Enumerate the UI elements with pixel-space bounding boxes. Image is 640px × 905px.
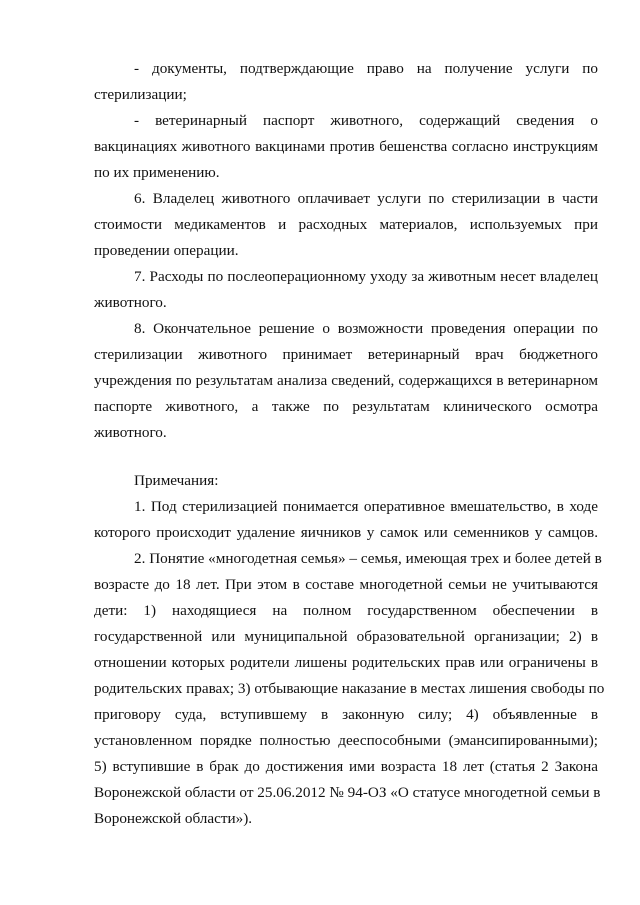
notes-heading: Примечания: — [134, 472, 219, 489]
text-line: стоимости медикаментов и расходных материалов, используемых при — [94, 216, 598, 233]
text-line: 5) вступившие в брак до достижения ими возраста 18 лет (статья 2 Закона — [94, 758, 598, 775]
text-line: учреждения по результатам анализа сведений, содержащихся в ветеринарном — [94, 372, 598, 389]
text-line: стерилизации; — [94, 86, 187, 103]
text-line: дети: 1) находящиеся на полном государственном обеспечении в — [94, 602, 598, 619]
text-line: животного. — [94, 424, 167, 441]
text-line: по их применению. — [94, 164, 220, 181]
text-line: стерилизации животного принимает ветеринарный врач бюджетного — [94, 346, 598, 363]
text-line: возрасте до 18 лет. При этом в составе многодетной семьи не учитываются — [94, 576, 598, 593]
text-line: отношении которых родители лишены родительских прав или ограничены в — [94, 654, 598, 671]
text-line: вакцинациях животного вакцинами против бешенства согласно инструкциям — [94, 138, 598, 155]
text-line: 6. Владелец животного оплачивает услуги по стерилизации в части — [134, 190, 598, 207]
text-line: приговору суда, вступившему в законную силу; 4) объявленные в — [94, 706, 598, 723]
text-line: Воронежской области»). — [94, 810, 253, 827]
text-line: - документы, подтверждающие право на получение услуги по — [134, 60, 598, 77]
text-line: государственной или муниципальной образовательной организации; 2) в — [94, 628, 598, 645]
text-line: животного. — [94, 294, 167, 311]
text-line: паспорте животного, а также по результатам клинического осмотра — [94, 398, 598, 415]
text-line: которого происходит удаление яичников у самок или семенников у самцов. — [94, 524, 598, 541]
text-line: 8. Окончательное решение о возможности проведения операции по — [134, 320, 598, 337]
text-line: - ветеринарный паспорт животного, содержащий сведения о — [134, 112, 598, 129]
text-line: 7. Расходы по послеоперационному уходу за животным несет владелец — [134, 268, 598, 285]
text-line: 2. Понятие «многодетная семья» – семья, имеющая трех и более детей в — [134, 550, 602, 567]
text-line: 1. Под стерилизацией понимается оперативное вмешательство, в ходе — [134, 498, 598, 515]
text-line: Воронежской области от 25.06.2012 № 94-ОЗ «О статусе многодетной семьи в — [94, 784, 601, 801]
text-line: проведении операции. — [94, 242, 239, 259]
text-line: установленном порядке полностью дееспособными (эмансипированными); — [94, 732, 598, 749]
text-line: родительских правах; 3) отбывающие наказание в местах лишения свободы по — [94, 680, 605, 697]
